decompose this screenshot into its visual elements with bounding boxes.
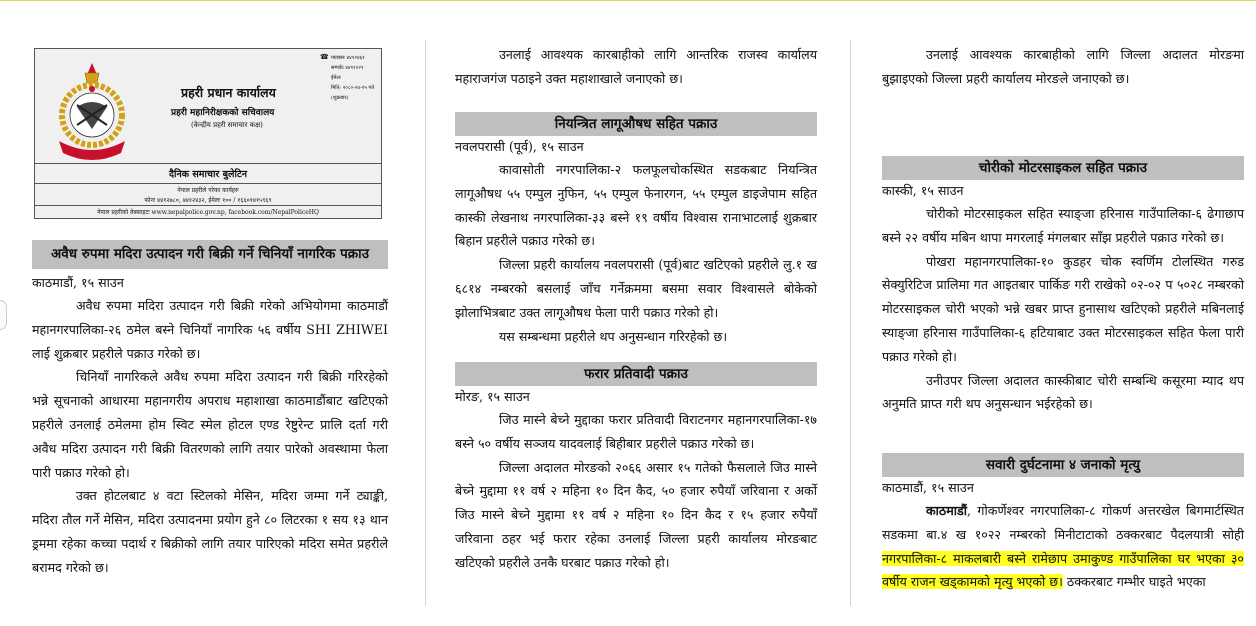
story-heading: फरार प्रतिवादी पक्राउ — [455, 362, 817, 386]
story-paragraph — [882, 499, 1244, 594]
story-paragraph: चोरीको मोटरसाइकल सहित स्याङ्जा हरिनास गाउँपालिका-६ ढेगाछाप बस्ने २२ वर्षीय मबिन थापा मगरलाई मंगलबार साँझ प्रहरीले पक्राउ गरेको छ। — [882, 206, 1244, 245]
contact-line: सम्पर्कः ४४११२२१ — [331, 65, 364, 71]
story-motorcycle — [882, 156, 1244, 416]
scroll-handle[interactable] — [0, 300, 7, 330]
contact-line: ईमेलः — [331, 75, 341, 81]
letterhead-subtitle: प्रहरी महानिरीक्षकको सचिवालय — [171, 108, 275, 118]
story-fugitive — [455, 362, 817, 575]
contact-block — [331, 53, 391, 103]
paragraph-text: , गोकर्णेश्वर नगरपालिका-८ गोकर्ण अत्तरखेल बिगमार्टस्थित सडकमा बा.४ ख १०२२ नम्बरको मिनीटाटाको ठक्करबाट पैदलयात्री सोही — [882, 503, 1244, 542]
phone-icon: ☎ — [320, 53, 329, 61]
story-paragraph: जिल्ला प्रहरी कार्यालय नवलपरासी (पूर्व)बाट खटिएको प्रहरीले लु.१ ख ६८१४ नम्बरको बसलाई जाँच गर्नेक्रममा बसमा सवार विश्वासले बोकेको झोलाभित्रबाट उक्त लागूऔषध फेला पारी पक्राउ गरेको हो। — [455, 257, 817, 320]
story-dateline: काठमाडौं, १५ साउन — [882, 480, 974, 495]
column-divider — [850, 40, 851, 606]
story-paragraph: चिनियाँ नागरिकले अवैध रुपमा मदिरा उत्पादन गरी बिक्री गरिरहेको भन्ने सूचनाको आधारमा महानगरीय अपराध महाशाखा काठमाडौंबाट खटिएको प्रहरीले उनलाई ठमेलमा होम स्विट स्मेल होटल एण्ड रेष्टुरेन्ट प्रालि दर्ता गरी अवैध मदिरा उत्पादन गरी बिक्री वितरणको लागि तयार पारेको अवस्थामा फेला पारी पक्राउ गरेको हो। — [32, 369, 388, 480]
story-paragraph: अवैध रुपमा मदिरा उत्पादन गरी बिक्री गरेको अभियोगमा काठमाडौं महानगरपालिका-२६ ठमेल बस्ने चिनियाँ नागरिक ५६ वर्षीय SHI ZHIWEI लाई शुक्रबार प्रहरीले पक्राउ गरेको छ। — [32, 298, 388, 361]
column-divider — [425, 40, 426, 606]
bulletin-title: दैनिक समाचार बुलेटिन — [168, 169, 248, 180]
story-paragraph: उनलाई आवश्यक कारबाहीको लागि जिल्ला अदालत मोरङमा बुझाइएको जिल्ला प्रहरी कार्यालय मोरङले जनाएको छ। — [882, 47, 1244, 86]
police-emblem-icon — [49, 59, 135, 163]
letterhead-divider — [35, 183, 381, 184]
story-dateline: कास्की, १५ साउन — [882, 183, 964, 198]
letterhead-divider — [35, 163, 381, 164]
story-heading: नियन्त्रित लागूऔषध सहित पक्राउ — [455, 112, 817, 136]
story-dateline: नवलपरासी (पूर्व), १५ साउन — [455, 139, 584, 154]
lead-place: काठमाडौं — [926, 503, 968, 518]
story-paragraph: कावासोती नगरपालिका-२ फलफूलचोकस्थित सडकबाट नियन्त्रित लागूऔषध ५५ एम्पुल नुफिन, ५५ एम्पुल फेनारगन, ५५ एम्पुल डाइजेपाम सहित कास्की लेखनाथ नगरपालिका-३३ बस्ने १९ वर्षीय विश्वास रानाभाटलाई शुक्रबार बिहान प्रहरीले पक्राउ गरेको छ। — [455, 162, 817, 249]
letterhead-title: प्रहरी प्रधान कार्यालय — [181, 85, 276, 100]
story-paragraph: उनीउपर जिल्ला अदालत कास्कीबाट चोरी सम्बन्धि कसूरमा म्याद थप अनुमति प्राप्त गरी थप अनुसन्धान भईरहेको छ। — [882, 372, 1244, 412]
story-heading: सवारी दुर्घटनामा ४ जनाको मृत्यु — [882, 453, 1244, 477]
contact-line: मिति: २०८०-०४-१५ गते — [331, 85, 375, 91]
story-paragraph: जिउ मास्ने बेच्ने मुद्दाका फरार प्रतिवादी विराटनगर महानगरपालिका-१७ बस्ने ५० वर्षीय सञ्जय यादवलाई बिहीबार प्रहरीले पक्राउ गरेको छ। — [455, 412, 817, 451]
paragraph-text: ठक्करबाट गम्भीर घाइते भएका — [1062, 574, 1206, 590]
story-drugs — [455, 112, 817, 348]
letterhead — [34, 48, 382, 219]
story-paragraph: उनलाई आवश्यक कारबाहीको लागि आन्तरिक राजस्व कार्यालय महाराजगंज पठाइने उक्त महाशाखाले जनाएको छ। — [455, 47, 817, 86]
story-dateline: काठमाडौं, १५ साउन — [32, 275, 124, 290]
contact-line: (शुक्रबार) — [331, 95, 349, 101]
letterhead-note: नेपाल प्रहरीले गरेका कार्यहरु — [177, 187, 239, 194]
letterhead-divider — [35, 205, 381, 206]
story-accident — [882, 453, 1244, 594]
top-rule — [0, 0, 1256, 1]
story-heading: चोरीको मोटरसाइकल सहित पक्राउ — [882, 156, 1244, 180]
column-3 — [882, 40, 1244, 626]
story-heading: अवैध रुपमा मदिरा उत्पादन गरी बिक्री गर्ने चिनियाँ नागरिक पक्राउ — [32, 240, 388, 269]
story-paragraph: जिल्ला अदालत मोरङको २०६६ असार १५ गतेको फैसलाले जिउ मास्ने बेच्ने मुद्दामा ११ वर्ष २ महिना १० दिन कैद, ५० हजार रुपैयाँ जरिवाना र अर्को जिउ मास्ने बेच्ने मुद्दामा ११ वर्ष २ महिना १० दिन कैद र १५ हजार रुपैयाँ जरिवाना ठहर भई फरार रहेका उनलाई जिल्ला प्रहरी कार्यालय मोरङबाट खटिएको प्रहरीले उनकै घरबाट पक्राउ गरेको हो। — [455, 459, 817, 570]
column-1 — [32, 40, 388, 626]
letterhead-note: फोनः ४४१२७८०, ४४१२४३२, ईमेलः १०० / १६६०१४१५९६९ — [144, 197, 272, 204]
story-paragraph: यस सम्बन्धमा प्रहरीले थप अनुसन्धान गरिरहेको छ। — [499, 328, 728, 344]
story-liquor — [32, 240, 388, 580]
highlighted-text: नगरपालिका-८ माकलबारी बस्ने रामेछाप उमाकुण्ड गाउँपालिका घर भएका ३० वर्षीय राजन खड्कामको मृत्यु भएको छ। — [882, 550, 1244, 590]
contact-line: फ्याक्सः ४४१२४६१ — [331, 55, 365, 61]
story-paragraph: उक्त होटलबाट ४ वटा स्टिलको मेसिन, मदिरा जम्मा गर्ने ट्याङ्की, मदिरा तौल गर्ने मेसिन, मदिरा उत्पादनमा प्रयोग हुने ८० लिटरका १ सय १३ थान ड्रममा रहेका कच्चा पदार्थ र बिक्रीको लागि तयार पारिएको मदिरा समेत प्रहरीले बरामद गरेको छ। — [32, 488, 388, 575]
column-2 — [455, 40, 817, 626]
story-dateline: मोरङ, १५ साउन — [455, 389, 530, 404]
story-paragraph: पोखरा महानगरपालिका-१० कुडहर चोक स्वर्णिम टोलस्थित गरुड सेक्युरिटिज प्रालिमा गत आइतबार पार्किङ गरी राखेको ०२-०२ प ५०२८ नम्बरको मोटरसाइकल चोरी भएको भन्ने खबर प्राप्त हुनासाथ खटिएको प्रहरीले मबिनलाई स्याङ्जा हरिनास गाउँपालिका-६ हटियाबाट उक्त मोटरसाइकल सहित फेला पारी पक्राउ गरेको हो। — [882, 253, 1244, 364]
letterhead-website: नेपाल प्रहरीको वेबसाइटः www.nepalpolice.gov.np, facebook.com/NepalPoliceHQ — [97, 209, 319, 216]
letterhead-subtitle-2: (केन्द्रीय प्रहरी समाचार कक्ष) — [191, 121, 263, 129]
